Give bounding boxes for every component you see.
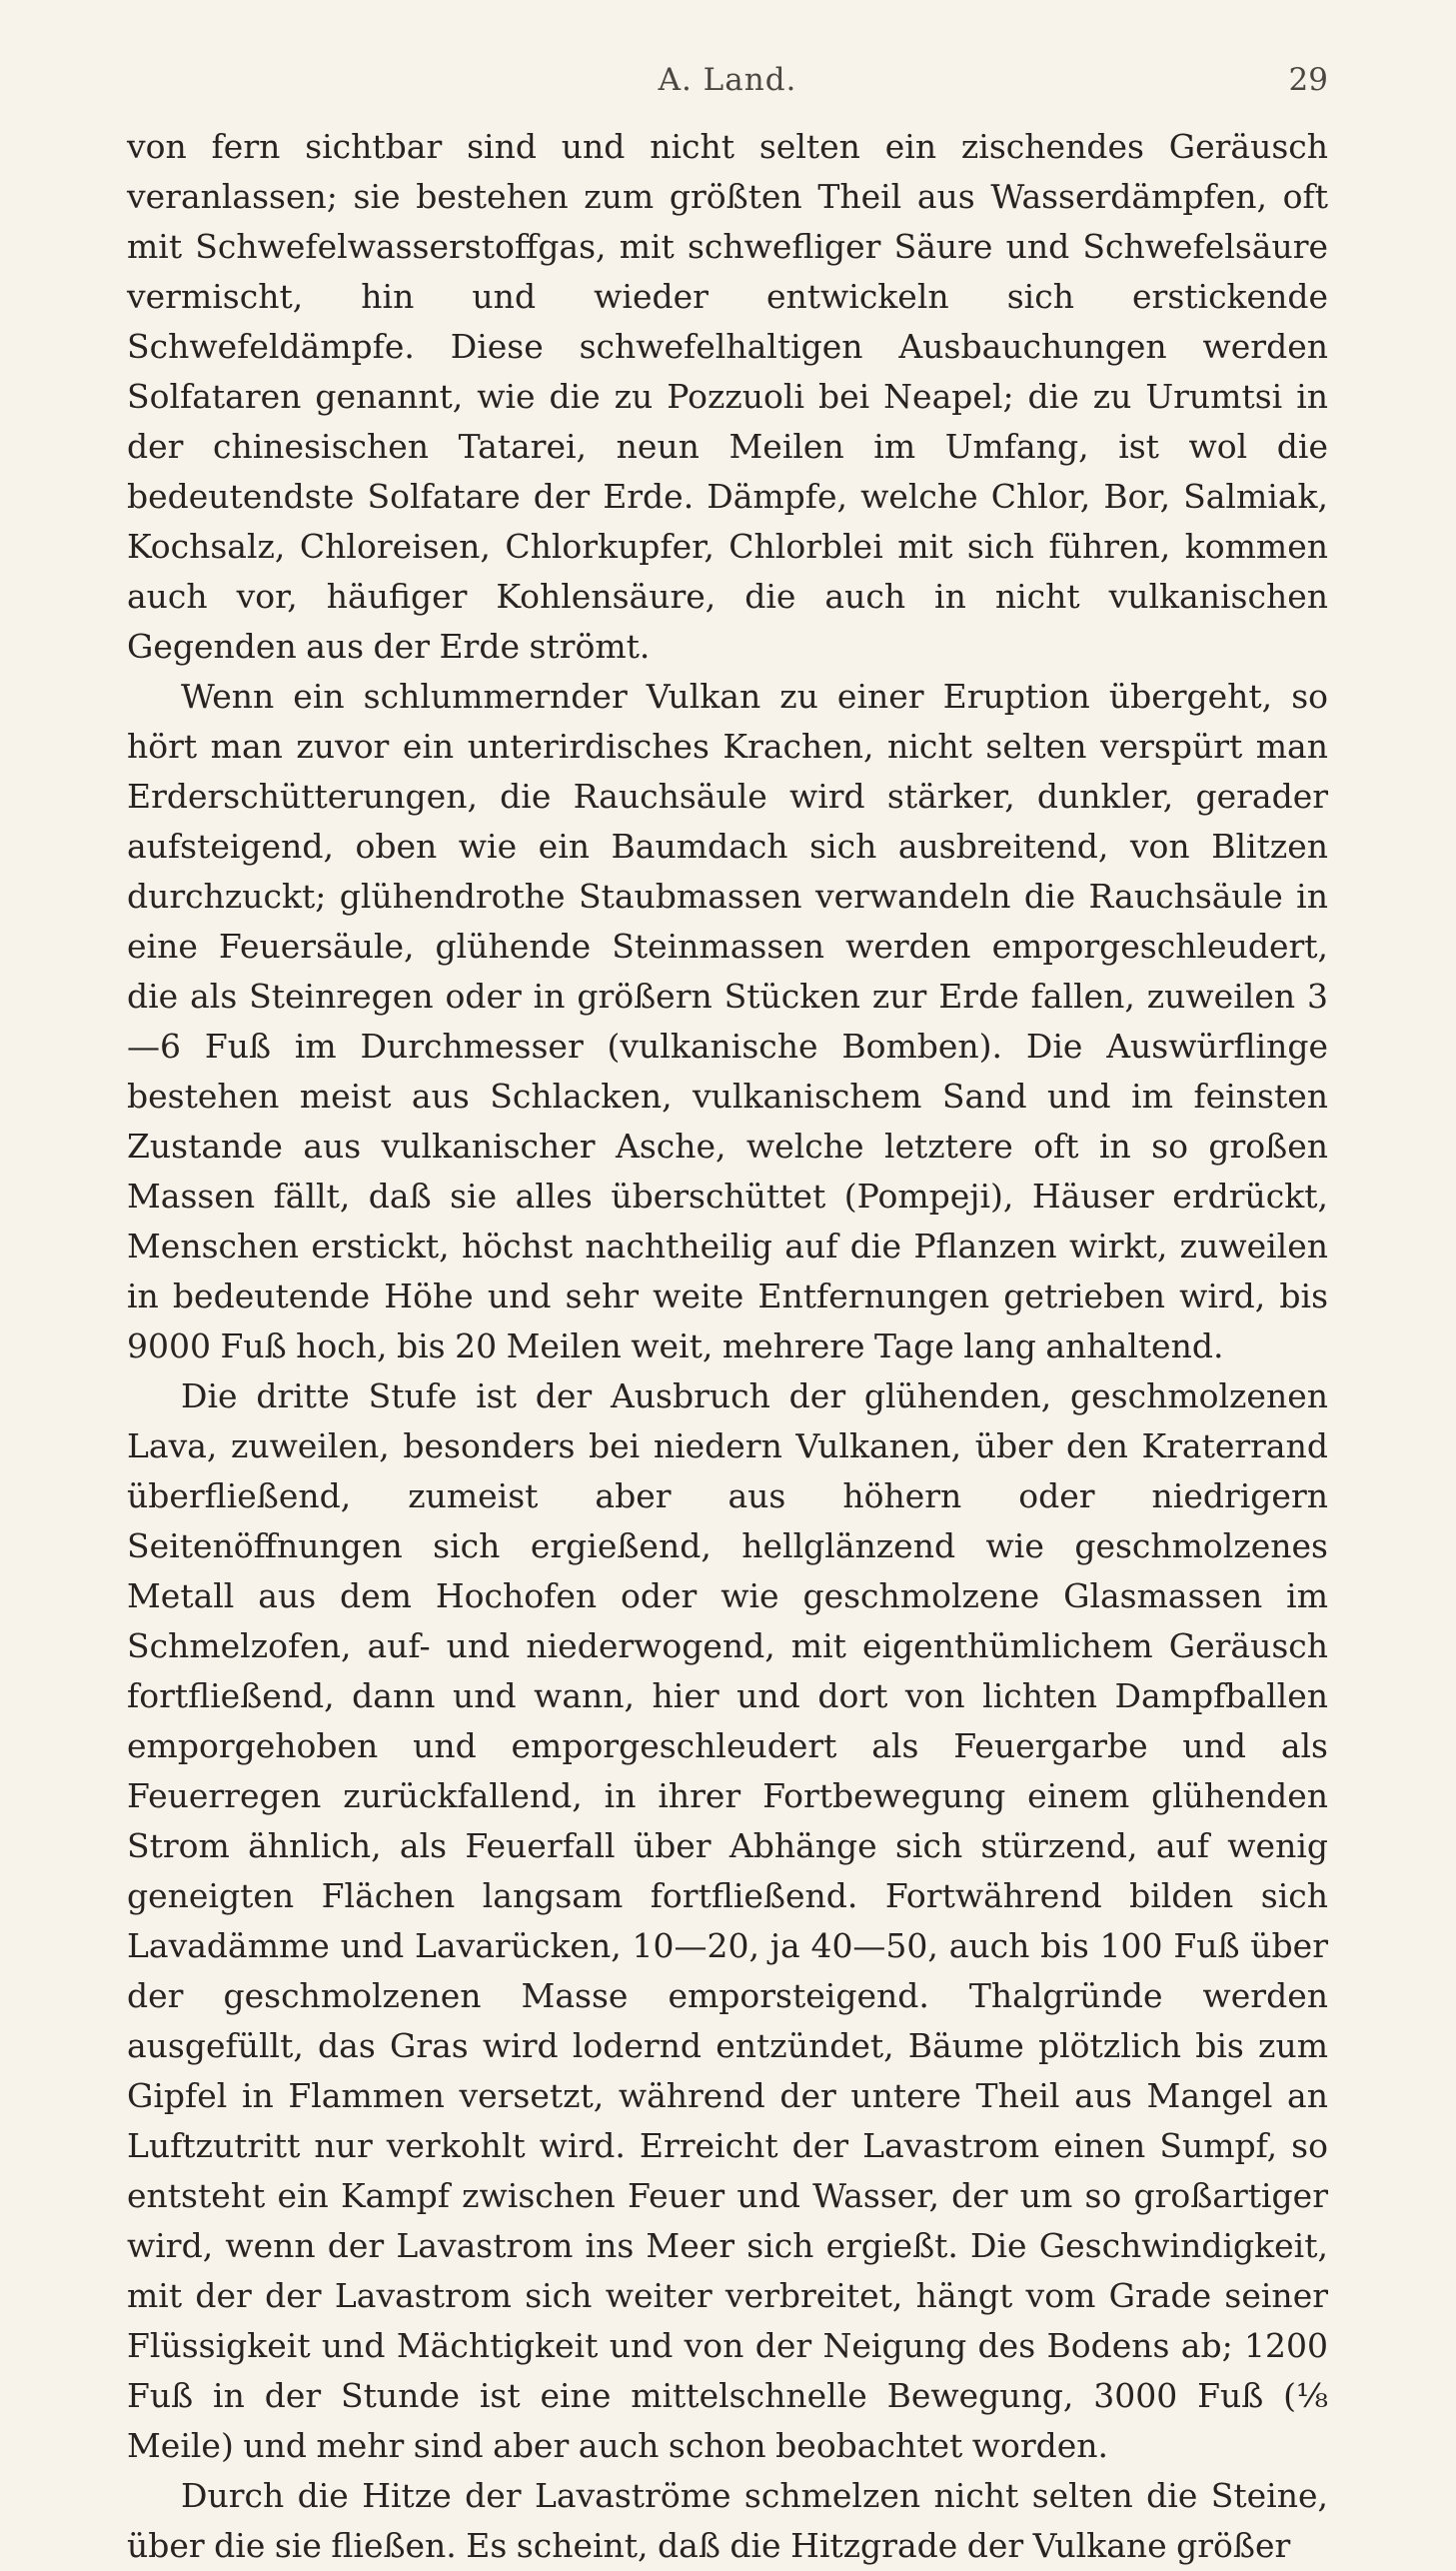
page-number: 29 [1288, 62, 1328, 98]
paragraph-eruption: Wenn ein schlummernder Vulkan zu einer Eruption übergeht, so hört man zuvor ein unterirdisches Krachen, nicht selten verspürt man Erderschütterungen, die Rauchsäule wird stärker, dunkler, gerader aufsteigend, oben wie ein Baumdach sich ausbreitend, von Blitzen durchzuckt; glühendrothe Staubmassen verwandeln die Rauchsäule in eine Feuersäule, glühende Steinmassen werden emporgeschleudert, die als Steinregen oder in größern Stücken zur Erde fallen, zuweilen 3—6 Fuß im Durchmesser (vulkanische Bomben). Die Auswürflinge bestehen meist aus Schlacken, vulkanischem Sand und im feinsten Zustande aus vulkanischer Asche, welche letztere oft in so großen Massen fällt, daß sie alles überschüttet (Pompeji), Häuser erdrückt, Menschen erstickt, höchst nachtheilig auf die Pflanzen wirkt, zuweilen in bedeutende Höhe und sehr weite Entfernungen getrieben wird, bis 9000 Fuß hoch, bis 20 Meilen weit, mehrere Tage lang anhaltend. [127, 677, 1328, 1365]
paragraph-continuation: von fern sichtbar sind und nicht selten ein zischendes Geräusch veranlassen; sie bestehen zum größten Theil aus Wasserdämpfen, oft mit Schwefelwasserstoffgas, mit schwefliger Säure und Schwefelsäure vermischt, hin und wieder entwickeln sich erstickende Schwefeldämpfe. Diese schwefelhaltigen Ausbauchungen werden Solfataren genannt, wie die zu Pozzuoli bei Neapel; die zu Urumtsi in der chinesischen Tatarei, neun Meilen im Umfang, ist wol die bedeutendste Solfatare der Erde. Dämpfe, welche Chlor, Bor, Salmiak, Kochsalz, Chloreisen, Chlorkupfer, Chlorblei mit sich führen, kommen auch vor, häufiger Kohlensäure, die auch in nicht vulkanischen Gegenden aus der Erde strömt. [127, 127, 1328, 666]
running-head [127, 62, 1328, 114]
body-text [127, 122, 1328, 2571]
paragraph-lava: Die dritte Stufe ist der Ausbruch der glühenden, geschmolzenen Lava, zuweilen, besonders bei niedern Vulkanen, über den Kraterrand überfließend, zumeist aber aus höhern oder niedrigern Seitenöffnungen sich ergießend, hellglänzend wie geschmolzenes Metall aus dem Hochofen oder wie geschmolzene Glasmassen im Schmelzofen, auf- und niederwogend, mit eigenthümlichem Geräusch fortfließend, dann und wann, hier und dort von lichten Dampfballen emporgehoben und emporgeschleudert als Feuergarbe und als Feuerregen zurückfallend, in ihrer Fortbewegung einem glühenden Strom ähnlich, als Feuerfall über Abhänge sich stürzend, auf wenig geneigten Flächen langsam fortfließend. Fortwährend bilden sich Lavadämme und Lavarücken, 10—20, ja 40—50, auch bis 100 Fuß über der geschmolzenen Masse emporsteigend. Thalgründe werden ausgefüllt, das Gras wird lodernd entzündet, Bäume plötzlich bis zum Gipfel in Flammen versetzt, während der untere Theil aus Mangel an Luftzutritt nur verkohlt wird. Erreicht der Lavastrom einen Sumpf, so entsteht ein Kampf zwischen Feuer und Wasser, der um so großartiger wird, wenn der Lavastrom ins Meer sich ergießt. Die Geschwindigkeit, mit der der Lavastrom sich weiter verbreitet, hängt vom Grade seiner Flüssigkeit und Mächtigkeit und von der Neigung des Bodens ab; 1200 Fuß in der Stunde ist eine mittelschnelle Bewegung, 3000 Fuß (⅛ Meile) und mehr sind aber auch schon beobachtet worden. [127, 1376, 1328, 2465]
paragraph-heat: Durch die Hitze der Lavaströme schmelzen nicht selten die Steine, über die sie fließen. Es scheint, daß die Hitzgrade der Vulkane größer [127, 2476, 1328, 2565]
running-title: A. Land. [658, 62, 797, 98]
